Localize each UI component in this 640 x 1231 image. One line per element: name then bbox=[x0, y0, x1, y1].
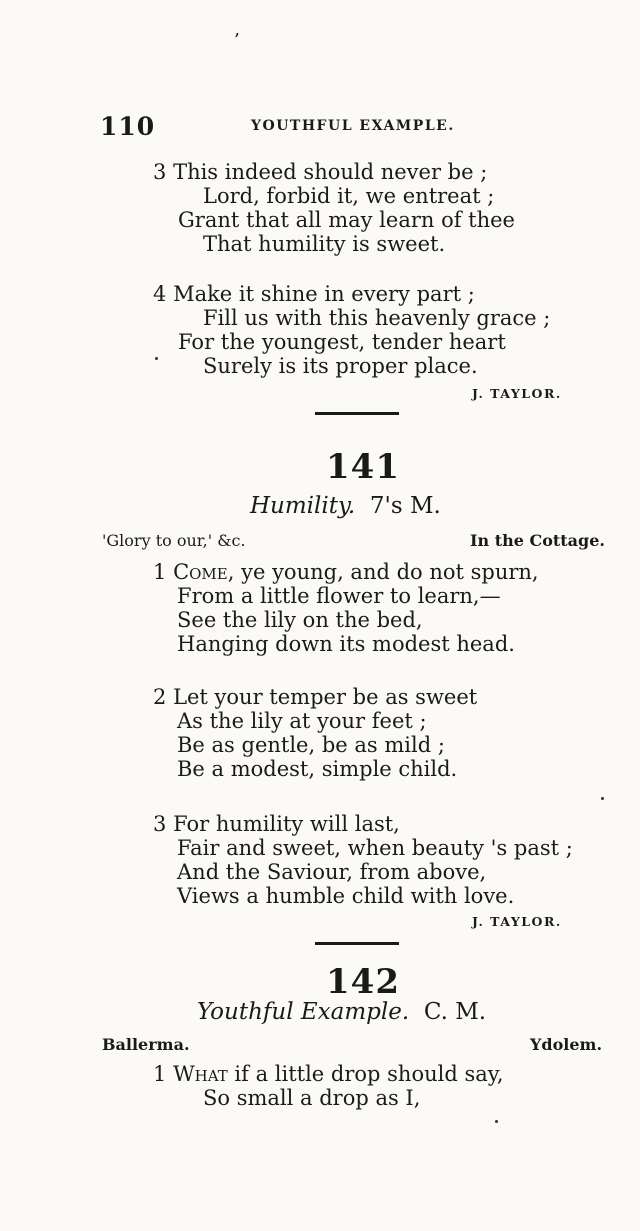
verse-text: , ye young, and do not spurn, bbox=[227, 560, 539, 584]
stanza-line bbox=[153, 685, 477, 709]
hymn-title-text: Humility. bbox=[250, 493, 356, 519]
stanza-line: Fair and sweet, when beauty 's past ; bbox=[177, 836, 573, 860]
hymn-number: 141 bbox=[326, 447, 400, 487]
stanza-number: 3 bbox=[153, 812, 167, 836]
hymn-title bbox=[197, 999, 486, 1025]
stanza-line: That humility is sweet. bbox=[203, 232, 446, 256]
stanza-line: Lord, forbid it, we entreat ; bbox=[203, 184, 495, 208]
verse-text: Make it shine in every part ; bbox=[173, 282, 475, 306]
verse-text: Let your temper be as sweet bbox=[173, 685, 478, 709]
page-number: 110 bbox=[100, 112, 156, 141]
hymn-number: 142 bbox=[326, 962, 400, 1002]
initial-word: Come bbox=[173, 560, 228, 584]
stanza-number: 4 bbox=[153, 282, 167, 306]
ink-speck bbox=[601, 797, 604, 800]
stanza-line: For the youngest, tender heart bbox=[178, 330, 506, 354]
stanza-line: Hanging down its modest head. bbox=[177, 632, 515, 656]
hymn-title bbox=[250, 493, 441, 519]
hymn-meter: 7's M. bbox=[369, 493, 441, 519]
hymn-title-text: Youthful Example. bbox=[197, 999, 410, 1025]
stanza-number: 3 bbox=[153, 160, 167, 184]
stanza-line: Be a modest, simple child. bbox=[177, 757, 458, 781]
verse-text: For humility will last, bbox=[173, 812, 400, 836]
stanza-line: So small a drop as I, bbox=[203, 1086, 421, 1110]
initial-word: What bbox=[173, 1062, 228, 1086]
stanza-line: Views a humble child with love. bbox=[177, 884, 515, 908]
stanza-line: Surely is its proper place. bbox=[203, 354, 478, 378]
stanza-line bbox=[153, 160, 487, 184]
stanza-line bbox=[153, 282, 475, 306]
section-rule bbox=[315, 412, 399, 415]
ink-speck bbox=[495, 1120, 498, 1123]
stanza-line: From a little flower to learn,— bbox=[177, 584, 501, 608]
tune-name-left: Ballerma. bbox=[102, 1035, 190, 1054]
stanza-line bbox=[153, 1062, 504, 1086]
verse-text: This indeed should never be ; bbox=[173, 160, 488, 184]
stanza-line: As the lily at your feet ; bbox=[177, 709, 427, 733]
tune-name-left: 'Glory to our,' &c. bbox=[102, 531, 246, 550]
stanza-number: 2 bbox=[153, 685, 167, 709]
tune-name-right: In the Cottage. bbox=[470, 531, 605, 550]
stanza-line bbox=[153, 560, 539, 584]
hymn-meter: C. M. bbox=[423, 999, 487, 1025]
section-rule bbox=[315, 942, 399, 945]
stray-mark: ’ bbox=[234, 30, 240, 51]
stanza-line bbox=[153, 812, 400, 836]
stanza-line: And the Saviour, from above, bbox=[177, 860, 487, 884]
author-attribution: J. TAYLOR. bbox=[472, 914, 562, 929]
verse-text: if a little drop should say, bbox=[227, 1062, 504, 1086]
tune-name-right: Ydolem. bbox=[530, 1035, 603, 1054]
running-title: YOUTHFUL EXAMPLE. bbox=[251, 118, 455, 134]
stanza-line: Be as gentle, be as mild ; bbox=[177, 733, 445, 757]
stanza-line: See the lily on the bed, bbox=[177, 608, 423, 632]
author-attribution: J. TAYLOR. bbox=[472, 386, 562, 401]
stanza-line: Grant that all may learn of thee bbox=[178, 208, 515, 232]
ink-speck bbox=[155, 357, 158, 360]
stanza-number: 1 bbox=[153, 560, 167, 584]
stanza-number: 1 bbox=[153, 1062, 167, 1086]
stanza-line: Fill us with this heavenly grace ; bbox=[203, 306, 551, 330]
